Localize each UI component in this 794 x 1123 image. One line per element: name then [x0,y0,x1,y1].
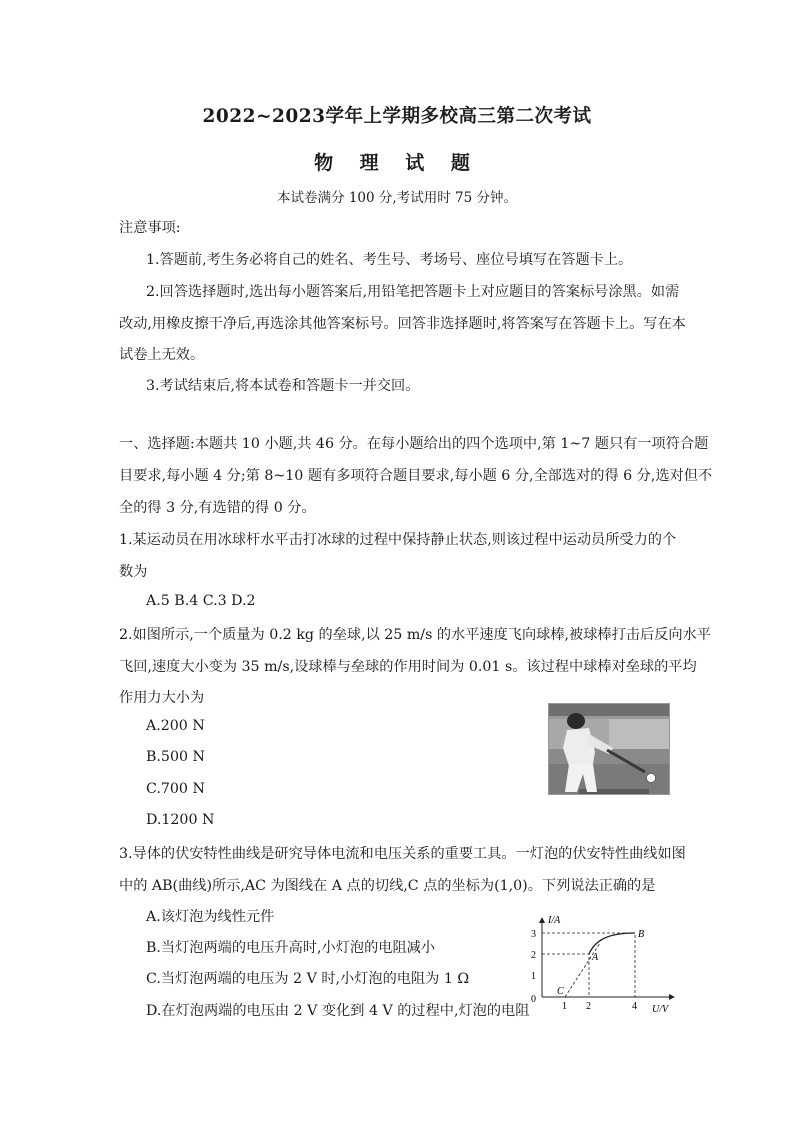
question-1-line-1: 1.某运动员在用冰球杆水平击打冰球的过程中保持静止状态,则该过程中运动员所受力的个 [119,532,677,548]
point-c-label: C [557,986,564,997]
question-2-option-b: B.500 N [146,749,205,765]
question-3-option-b: B.当灯泡两端的电压升高时,小灯泡的电阻减小 [146,940,436,956]
question-3-line-1: 3.导体的伏安特性曲线是研究导体电流和电压关系的重要工具。一灯泡的伏安特性曲线如图 [119,846,686,862]
exam-info: 本试卷满分 100 分,考试用时 75 分钟。 [277,190,517,206]
question-3-line-2: 中的 AB(曲线)所示,AC 为图线在 A 点的切线,C 点的坐标为(1,0)。下列说法正确的是 [119,878,656,894]
section-intro-line-1: 一、选择题:本题共 10 小题,共 46 分。在每小题给出的四个选项中,第 1~7 题只有一项符合题 [119,436,709,452]
guide-line-a [542,954,589,997]
question-2-option-a: A.200 N [146,718,205,734]
question-2-line-2: 飞回,速度大小变为 35 m/s,设球棒与垒球的作用时间为 0.01 s。该过程中球棒对垒球的平均 [119,659,697,675]
y-tick-1: 1 [531,971,536,982]
iu-characteristic-graph [524,912,684,1024]
y-tick-2: 2 [531,950,536,961]
x-axis-label: U/V [652,1004,669,1015]
question-2-line-1: 2.如图所示,一个质量为 0.2 kg 的垒球,以 25 m/s 的水平速度飞向球棒,被球棒打击后反向水平 [119,627,711,643]
section-intro-line-2: 目要求,每小题 4 分;第 8~10 题有多项符合题目要求,每小题 6 分,全部选对的得 6 分,选对但不 [119,468,713,484]
y-tick-3: 3 [531,929,536,940]
baseball-player-photo [548,703,670,795]
notes-heading: 注意事项: [119,220,181,236]
point-b-label: B [638,929,645,940]
section-intro-line-3: 全的得 3 分,有选错的得 0 分。 [119,500,316,516]
note-2-line-3: 试卷上无效。 [119,347,205,363]
exam-title: 2022~2023学年上学期多校高三第二次考试 [202,106,592,127]
note-3: 3.考试结束后,将本试卷和答题卡一并交回。 [146,378,420,394]
note-1: 1.答题前,考生务必将自己的姓名、考生号、考场号、座位号填写在答题卡上。 [146,252,633,268]
note-2-line-1: 2.回答选择题时,选出每小题答案后,用铅笔把答题卡上对应题目的答案标号涂黑。如需 [146,284,680,300]
note-2-line-2: 改动,用橡皮擦干净后,再选涂其他答案标号。回答非选择题时,将答案写在答题卡上。写在本 [119,316,686,332]
subject-title: 物 理 试 题 [314,152,480,174]
question-3-option-d: D.在灯泡两端的电压由 2 V 变化到 4 V 的过程中,灯泡的电阻 [146,1003,530,1019]
question-1-options: A.5 B.4 C.3 D.2 [146,593,256,609]
iu-curve-ab [589,933,635,954]
x-tick-1: 1 [562,1001,567,1012]
question-2-line-3: 作用力大小为 [119,690,205,706]
question-3-option-a: A.该灯泡为线性元件 [146,909,275,925]
point-a-label: A [592,952,599,963]
question-2-option-c: C.700 N [146,781,205,797]
question-2-option-d: D.1200 N [146,812,215,828]
x-tick-2: 2 [586,1001,591,1012]
x-tick-4: 4 [632,1001,637,1012]
y-axis-label: I/A [548,915,561,926]
question-3-option-c: C.当灯泡两端的电压为 2 V 时,小灯泡的电阻为 1 Ω [146,971,470,987]
guide-line-b [542,933,635,997]
origin-label: 0 [531,994,536,1005]
question-1-line-2: 数为 [119,564,148,580]
